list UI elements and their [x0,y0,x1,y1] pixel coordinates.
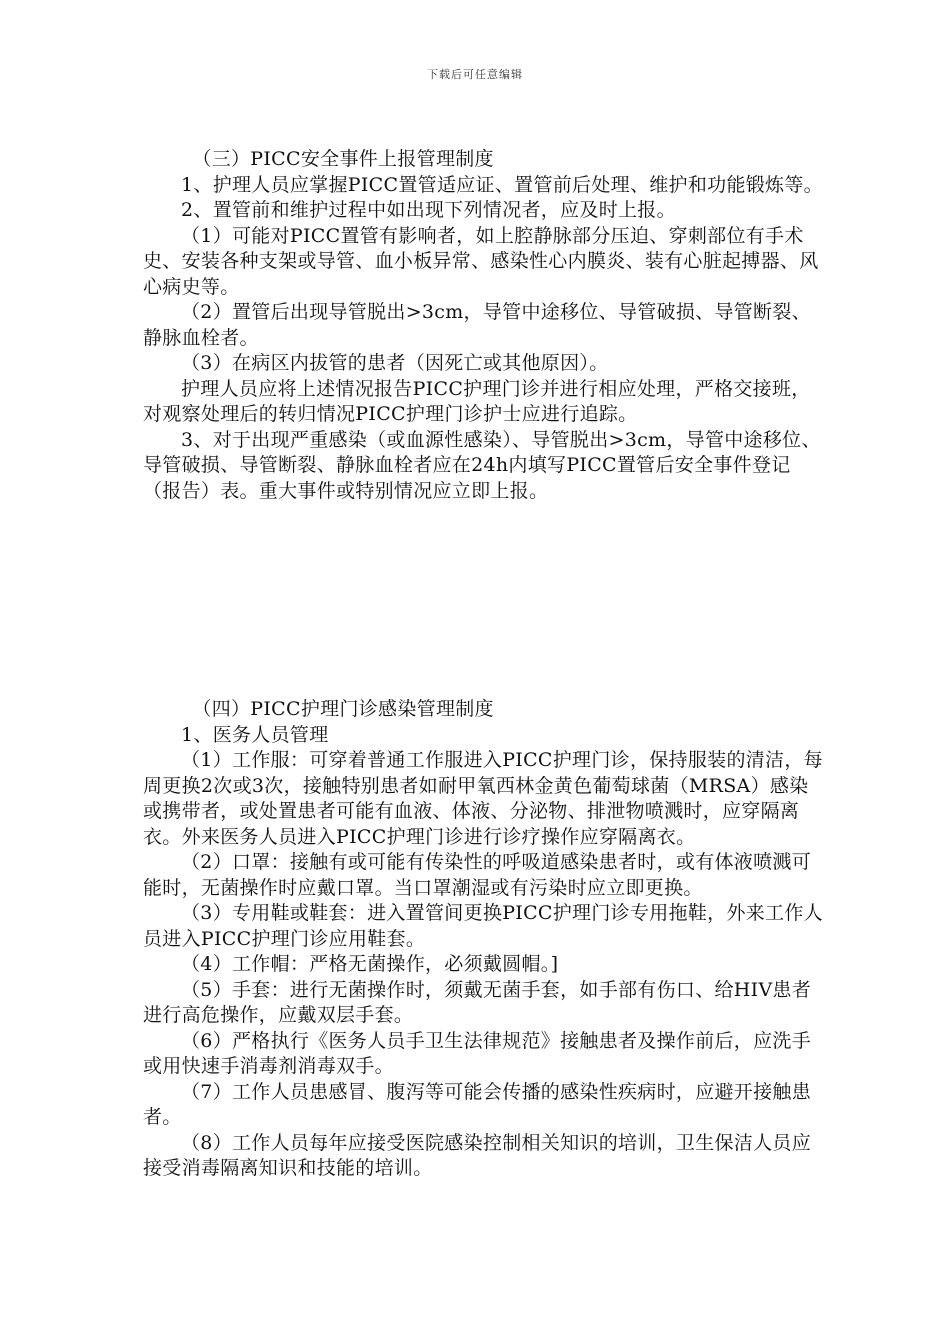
section-picc-infection-management [143,697,823,1182]
paragraph: 2、置管前和维护过程中如出现下列情况者，应及时上报。 [181,199,676,221]
paragraph: （6）严格执行《医务人员手卫生法律规范》接触患者及操作前后，应洗手或用快速手消毒剂消毒双手。 [143,1029,811,1077]
paragraph: （2）口罩：接触有或可能有传染性的呼吸道感染患者时，或有体液喷溅可能时，无菌操作时应戴口罩。当口罩潮湿或有污染时应立即更换。 [143,851,811,899]
paragraph: （3）专用鞋或鞋套：进入置管间更换PICC护理门诊专用拖鞋，外来工作人员进入PICC护理门诊应用鞋套。 [143,902,823,950]
paragraph: 1、护理人员应掌握PICC置管适应证、置管前后处理、维护和功能锻炼等。 [181,173,823,196]
page-header-note: 下载后可任意编辑 [427,68,523,81]
section-heading: （三）PICC安全事件上报管理制度 [192,148,494,170]
paragraph: 护理人员应将上述情况报告PICC护理门诊并进行相应处理，严格交接班，对观察处理后的转归情况PICC护理门诊护士应进行追踪。 [143,377,811,425]
paragraph: （5）手套：进行无菌操作时，须戴无菌手套，如手部有伤口、给HIV患者进行高危操作，应戴双层手套。 [143,978,812,1026]
section-heading: （四）PICC护理门诊感染管理制度 [192,698,494,720]
paragraph: （1）工作服：可穿着普通工作服进入PICC护理门诊，保持服装的清洁，每周更换2次或3次，接触特别患者如耐甲氧西林金黄色葡萄球菌（MRSA）感染或携带者，或处置患者可能有血液、体液、分泌物、排泄物喷溅时，应穿隔离衣。外来医务人员进入PICC护理门诊进行诊疗操作应穿隔离衣。 [143,749,823,848]
paragraph: （2）置管后出现导管脱出>3cm，导管中途移位、导管破损、导管断裂、静脉血栓者。 [143,301,811,349]
paragraph: 3、对于出现严重感染（或血源性感染）、导管脱出>3cm，导管中途移位、导管破损、导管断裂、静脉血栓者应在24h内填写PICC置管后安全事件登记（报告）表。重大事件或特别情况应立即上报。 [143,428,821,502]
paragraph: （1）可能对PICC置管有影响者，如上腔静脉部分压迫、穿刺部位有手术史、安装各种支架或导管、血小板异常、感染性心内膜炎、装有心脏起搏器、风心病史等。 [143,224,819,298]
paragraph: 1、医务人员管理 [181,723,329,746]
section-picc-safety-reporting [143,147,823,504]
paragraph: （4）工作帽：严格无菌操作，必须戴圆帽。] [181,953,559,975]
paragraph: （3）在病区内拔管的患者（因死亡或其他原因）。 [181,352,609,374]
paragraph: （8）工作人员每年应接受医院感染控制相关知识的培训，卫生保洁人员应接受消毒隔离知识和技能的培训。 [143,1131,811,1179]
paragraph: （7）工作人员患感冒、腹泻等可能会传播的感染性疾病时，应避开接触患者。 [143,1080,811,1128]
